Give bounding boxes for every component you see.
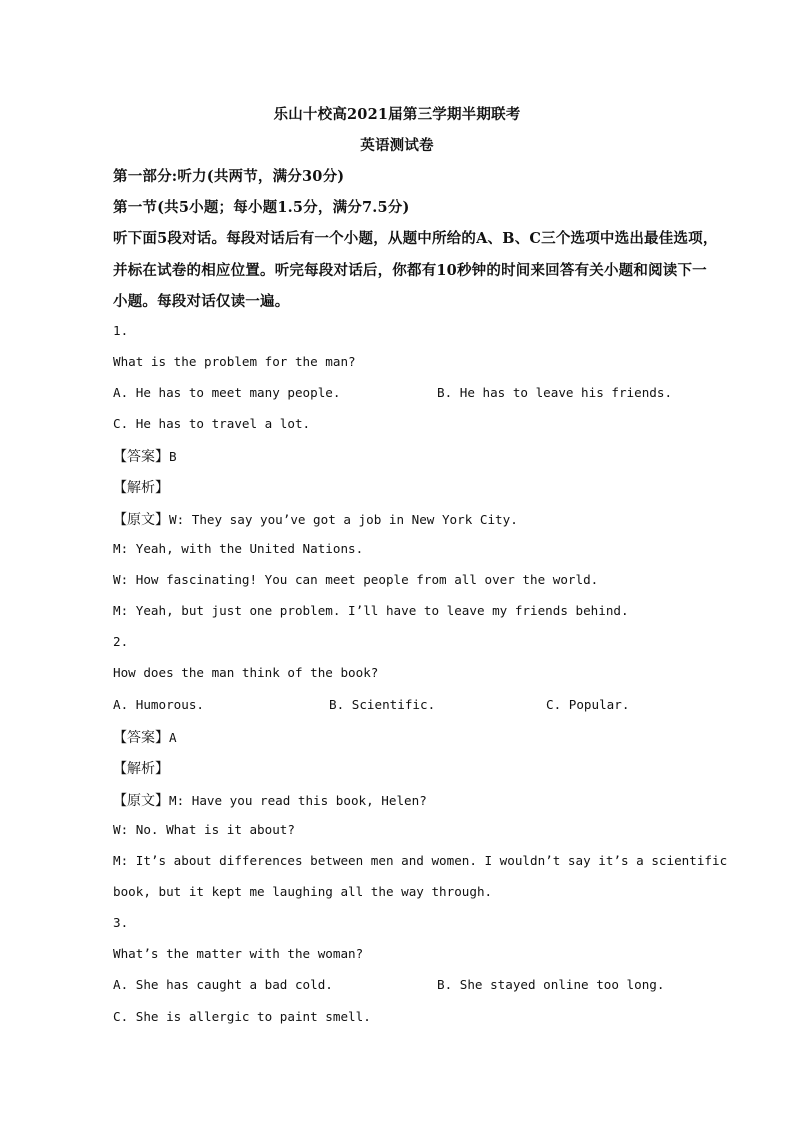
transcript-label: 【原文】 [113,512,169,528]
question-2-answer-row [113,727,177,747]
question-1-number: 1. [113,323,129,338]
instructions-line-1: 听下面5段对话。每段对话后有一个小题，从题中所给的A、B、C三个选项中选出最佳选项， [113,230,718,247]
question-2-number: 2. [113,634,129,649]
question-2-transcript-line-3: M: It’s about differences between men and women. I wouldn’t say it’s a scientific [113,853,728,868]
question-1-answer-row [113,446,177,466]
question-1-option-b: B. He has to leave his friends. [437,385,673,400]
instructions-line-3: 小题。每段对话仅读一遍。 [113,293,290,310]
question-1-transcript-line-1: W: They say you’ve got a job in New York City. [169,512,518,527]
exam-title: 乐山十校高2021届第三学期半期联考 [273,106,521,123]
section1-heading: 第一节(共5小题；每小题1.5分，满分7.5分) [113,199,410,216]
question-2-option-b: B. Scientific. [329,697,436,712]
transcript-label: 【原文】 [113,793,169,809]
question-1-analysis-label: 【解析】 [113,480,169,496]
question-2-transcript-row [113,790,427,810]
question-3-option-c: C. She is allergic to paint smell. [113,1009,371,1024]
question-1-transcript-line-3: W: How fascinating! You can meet people from all over the world. [113,572,599,587]
question-3-stem: What’s the matter with the woman? [113,946,364,961]
question-1-transcript-line-4: M: Yeah, but just one problem. I’ll have to leave my friends behind. [113,603,629,618]
question-2-stem: How does the man think of the book? [113,665,379,680]
answer-label: 【答案】 [113,449,169,465]
question-2-transcript-line-4: book, but it kept me laughing all the way through. [113,884,493,899]
question-1-stem: What is the problem for the man? [113,354,356,369]
question-1-option-c: C. He has to travel a lot. [113,416,311,431]
question-3-option-b: B. She stayed online too long. [437,977,665,992]
question-1-transcript-row [113,509,518,529]
instructions-line-2: 并标在试卷的相应位置。听完每段对话后，你都有10秒钟的时间来回答有关小题和阅读下一 [113,262,707,279]
part1-heading: 第一部分:听力(共两节，满分30分) [113,168,345,185]
answer-label: 【答案】 [113,730,169,746]
question-3-option-a: A. She has caught a bad cold. [113,977,333,992]
question-2-transcript-line-2: W: No. What is it about? [113,822,295,837]
question-2-answer: A [169,730,177,745]
exam-subtitle: 英语测试卷 [360,137,434,154]
question-1-transcript-line-2: M: Yeah, with the United Nations. [113,541,364,556]
question-2-option-c: C. Popular. [546,697,630,712]
question-1-option-a: A. He has to meet many people. [113,385,341,400]
question-2-analysis-label: 【解析】 [113,761,169,777]
question-2-transcript-line-1: M: Have you read this book, Helen? [169,793,427,808]
question-1-answer: B [169,449,177,464]
question-2-option-a: A. Humorous. [113,697,204,712]
question-3-number: 3. [113,915,129,930]
